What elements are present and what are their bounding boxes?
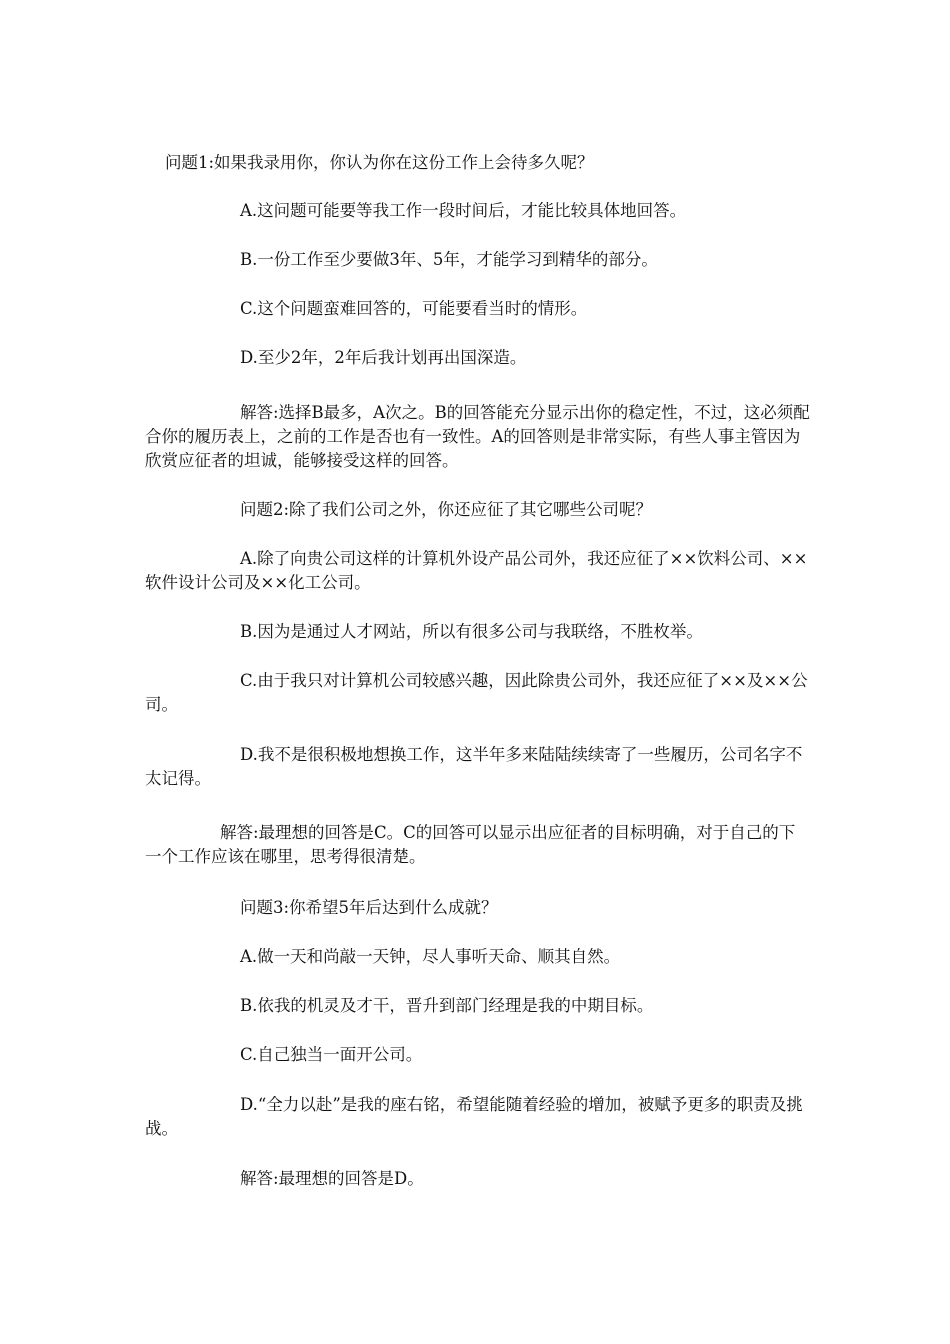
question-1-option-d: D.至少2年，2年后我计划再出国深造。	[240, 348, 527, 367]
question-3-option-b: B.依我的机灵及才干，晋升到部门经理是我的中期目标。	[240, 996, 654, 1015]
question-3-option-c: C.自己独当一面开公司。	[240, 1045, 423, 1064]
question-2-option-d: D.我不是很积极地想换工作，这半年多来陆陆续续寄了一些履历，公司名字不太记得。	[145, 745, 803, 788]
question-1-option-b: B.一份工作至少要做3年、5年，才能学习到精华的部分。	[240, 250, 658, 269]
question-3-heading: 问题3:你希望5年后达到什么成就？	[240, 898, 498, 917]
question-3-option-a: A.做一天和尚敲一天钟，尽人事听天命、顺其自然。	[240, 947, 621, 966]
question-1-heading: 问题1:如果我录用你，你认为你在这份工作上会待多久呢？	[165, 153, 594, 172]
question-2-heading: 问题2:除了我们公司之外，你还应征了其它哪些公司呢？	[240, 500, 653, 519]
question-1-option-a: A.这问题可能要等我工作一段时间后，才能比较具体地回答。	[240, 201, 687, 220]
question-1-answer: 解答:选择B最多，A次之。B的回答能充分显示出你的稳定性，不过，这必须配合你的履历表上，之前的工作是否也有一致性。A的回答则是非常实际，有些人事主管因为欣赏应征者的坦诚，能够接受这样的回答。	[145, 403, 810, 470]
question-3-option-d: D.“全力以赴”是我的座右铭，希望能随着经验的增加，被赋予更多的职责及挑战。	[145, 1095, 803, 1138]
question-3-answer: 解答:最理想的回答是D。	[240, 1169, 424, 1188]
question-2-option-b: B.因为是通过人才网站，所以有很多公司与我联络，不胜枚举。	[240, 622, 703, 641]
question-2-option-c: C.由于我只对计算机公司较感兴趣，因此除贵公司外，我还应征了××及××公司。	[145, 671, 808, 714]
question-1-option-c: C.这个问题蛮难回答的，可能要看当时的情形。	[240, 299, 588, 318]
question-2-answer: 解答:最理想的回答是C。C的回答可以显示出应征者的目标明确，对于自己的下一个工作应该在哪里，思考得很清楚。	[145, 823, 796, 866]
question-2-option-a: A.除了向贵公司这样的计算机外设产品公司外，我还应征了××饮料公司、××软件设计公司及××化工公司。	[145, 549, 808, 592]
